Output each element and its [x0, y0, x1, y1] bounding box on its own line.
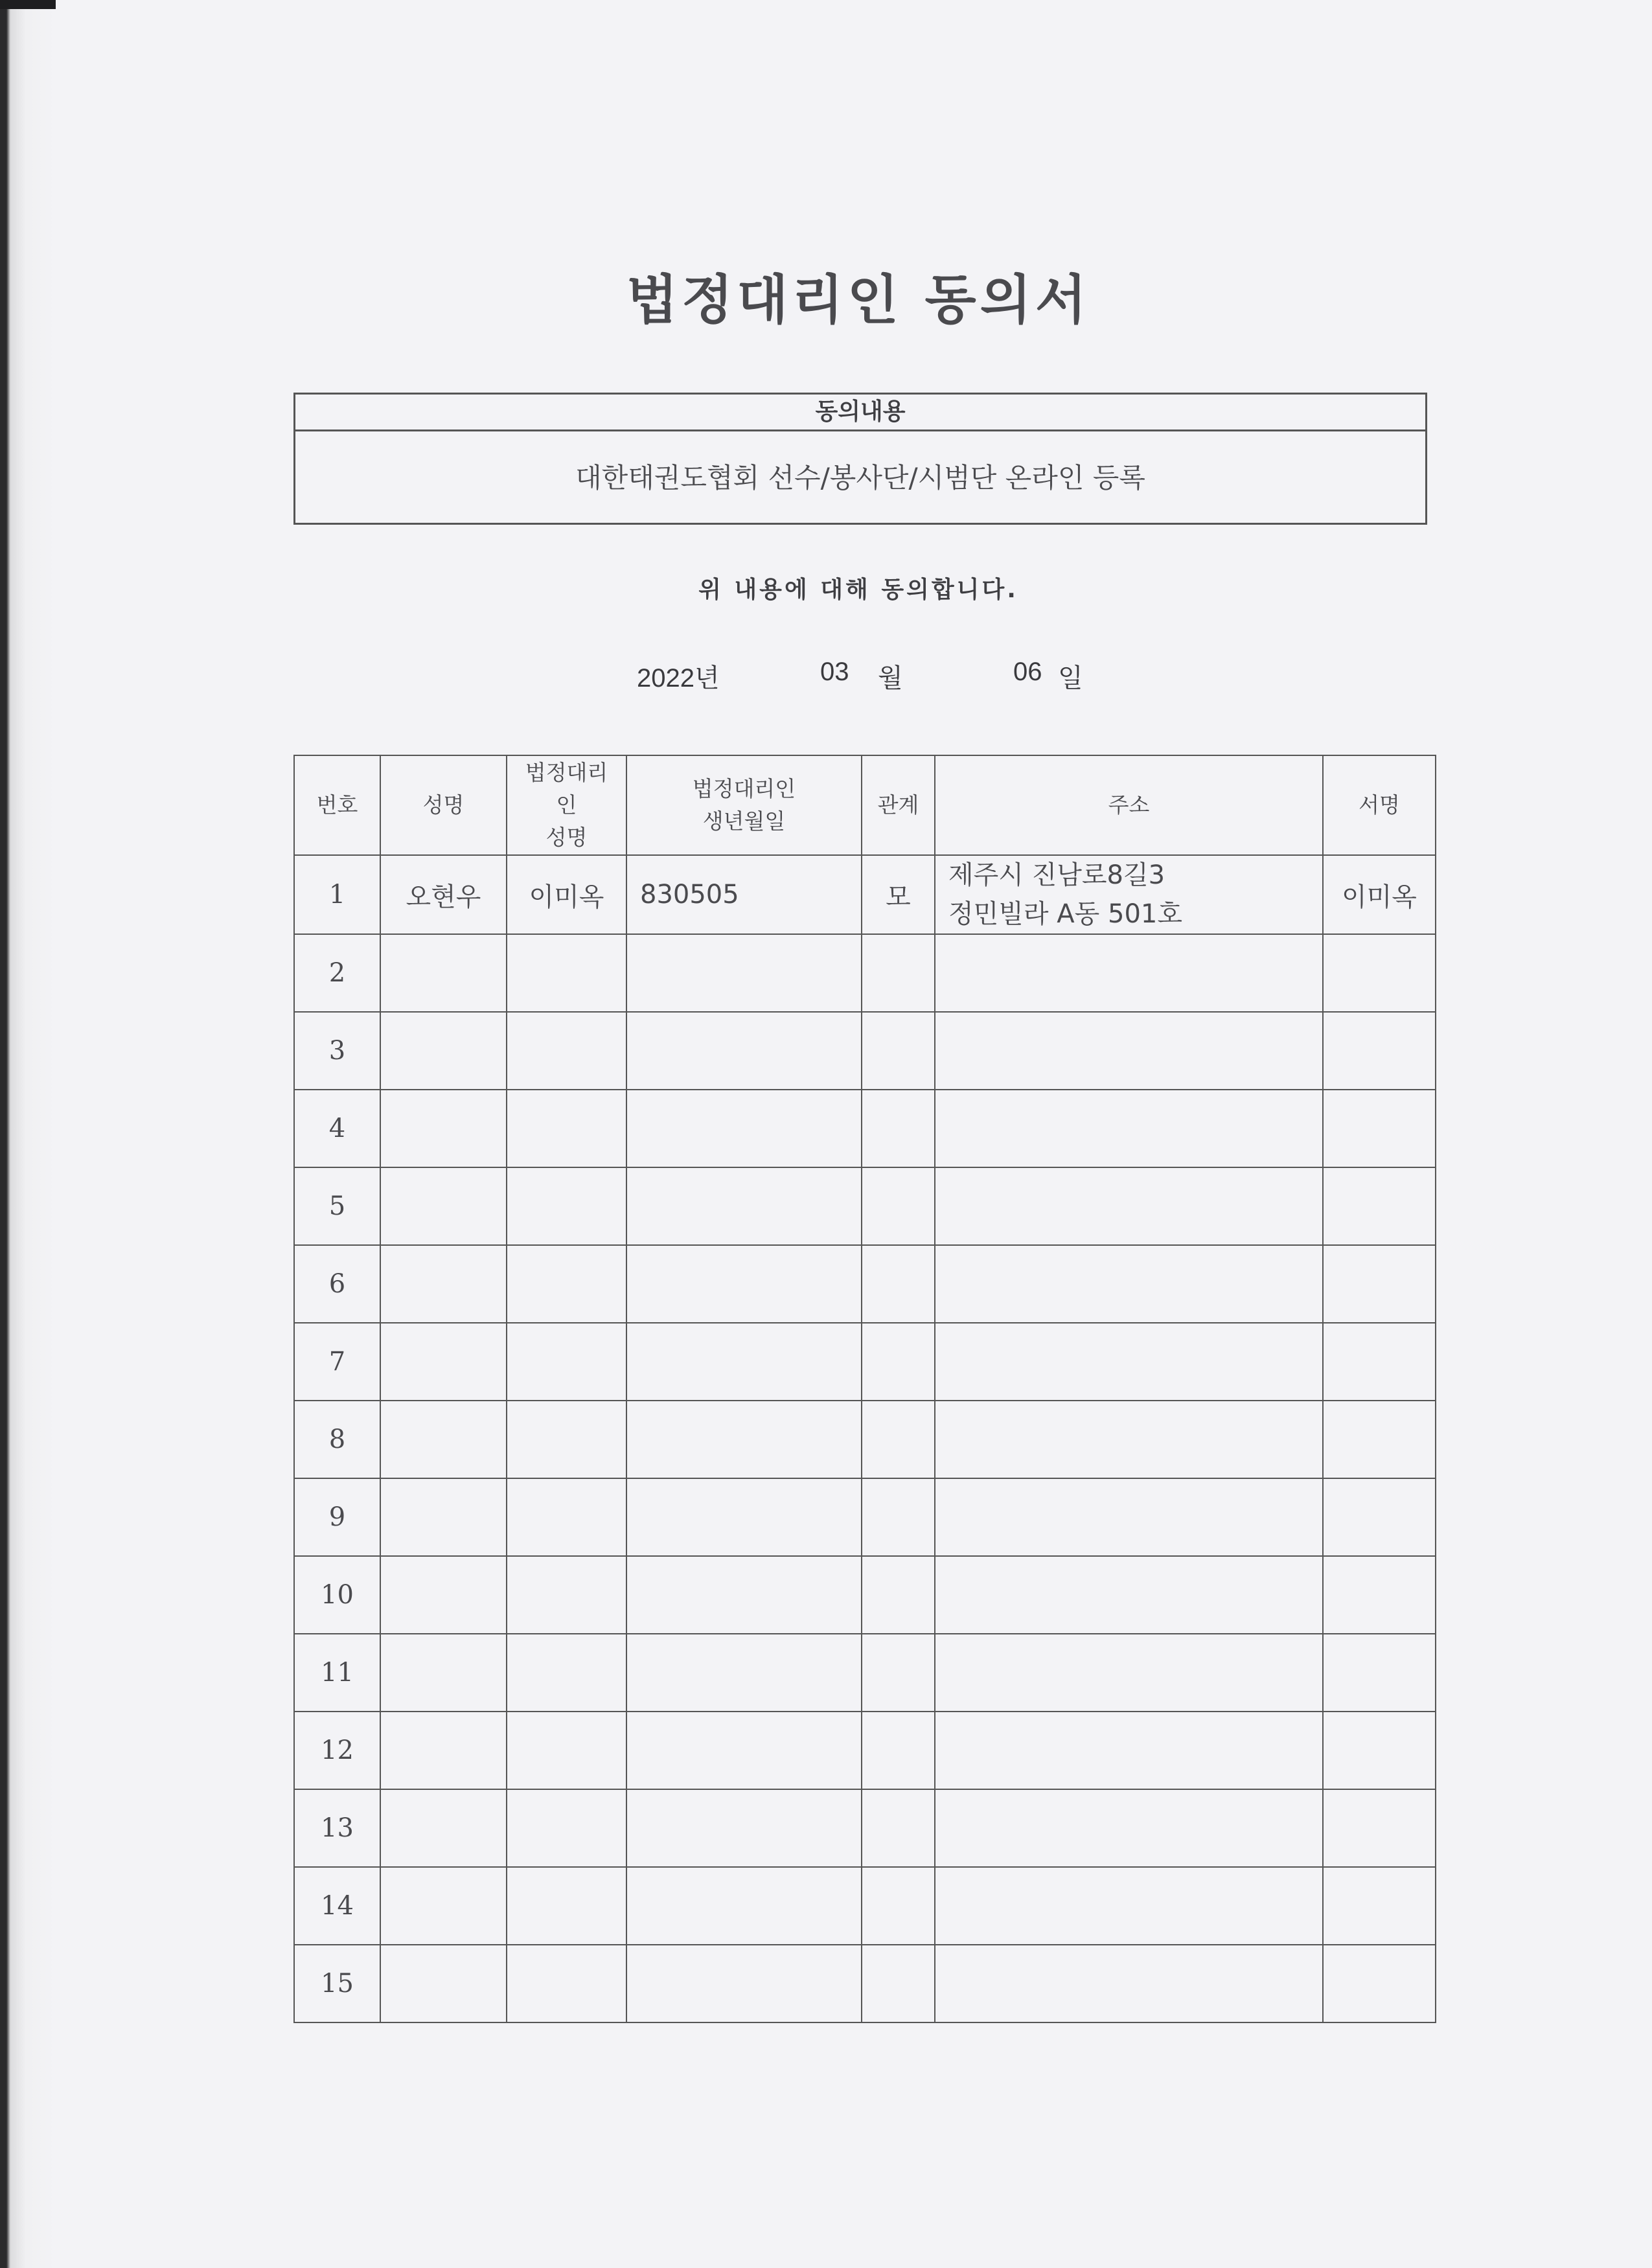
header-number: 번호	[294, 755, 380, 855]
cell-relation	[862, 1090, 935, 1167]
cell-guardian-birth	[626, 1712, 862, 1789]
cell-guardian-name	[507, 1478, 626, 1556]
agreement-statement: 위 내용에 대해 동의합니다.	[698, 577, 1018, 603]
table-row	[294, 855, 1436, 934]
cell-signature	[1323, 1789, 1436, 1867]
table-row	[294, 1323, 1436, 1401]
header-guardian-name-line1: 법정대리	[525, 760, 608, 785]
date-year: 2022년	[637, 664, 720, 693]
cell-number: 2	[294, 934, 380, 1012]
cell-guardian-birth	[626, 1478, 862, 1556]
cell-guardian-name	[507, 934, 626, 1012]
date-day: 06	[1013, 658, 1042, 686]
cell-number: 10	[294, 1556, 380, 1634]
cell-number: 13	[294, 1789, 380, 1867]
cell-address	[935, 1945, 1323, 2022]
cell-guardian-name	[507, 1556, 626, 1634]
cell-address	[935, 934, 1323, 1012]
table-row	[294, 1556, 1436, 1634]
scan-edge-corner	[0, 0, 56, 9]
table-row	[294, 1945, 1436, 2022]
cell-relation	[862, 1245, 935, 1323]
table-row	[294, 1245, 1436, 1323]
cell-name	[380, 1401, 507, 1478]
table-row	[294, 1867, 1436, 1945]
cell-guardian-name	[507, 1634, 626, 1712]
cell-address	[935, 1323, 1323, 1401]
cell-address	[935, 1090, 1323, 1167]
table-row	[294, 1012, 1436, 1090]
cell-guardian-birth	[626, 1090, 862, 1167]
cell-address	[935, 1867, 1323, 1945]
cell-signature	[1323, 1556, 1436, 1634]
cell-guardian-name	[507, 1401, 626, 1478]
table-row	[294, 1712, 1436, 1789]
cell-signature	[1323, 1245, 1436, 1323]
cell-address	[935, 1478, 1323, 1556]
cell-guardian-birth	[626, 1556, 862, 1634]
cell-name	[380, 1556, 507, 1634]
header-guardian-birth	[626, 755, 862, 855]
cell-relation	[862, 1167, 935, 1245]
cell-number: 4	[294, 1090, 380, 1167]
cell-number: 7	[294, 1323, 380, 1401]
cell-relation	[862, 1712, 935, 1789]
cell-relation	[862, 934, 935, 1012]
cell-guardian-birth	[626, 1323, 862, 1401]
cell-name	[380, 1323, 507, 1401]
table-row	[294, 1789, 1436, 1867]
table-row	[294, 1478, 1436, 1556]
cell-guardian-name	[507, 1712, 626, 1789]
cell-relation	[862, 1556, 935, 1634]
table-row	[294, 1090, 1436, 1167]
cell-guardian-birth	[626, 1401, 862, 1478]
cell-relation	[862, 1401, 935, 1478]
cell-address	[935, 1789, 1323, 1867]
cell-guardian-birth	[626, 1167, 862, 1245]
page-title: 법정대리인 동의서	[626, 269, 1091, 331]
cell-relation	[862, 1867, 935, 1945]
cell-address	[935, 1401, 1323, 1478]
consent-heading: 동의내용	[295, 395, 1425, 431]
cell-signature	[1323, 1867, 1436, 1945]
cell-relation	[862, 1634, 935, 1712]
cell-number: 14	[294, 1867, 380, 1945]
cell-relation	[862, 1945, 935, 2022]
cell-relation	[862, 1012, 935, 1090]
table-row	[294, 1634, 1436, 1712]
cell-name	[380, 934, 507, 1012]
cell-signature	[1323, 1323, 1436, 1401]
cell-signature	[1323, 1945, 1436, 2022]
cell-address	[935, 1012, 1323, 1090]
cell-name	[380, 1867, 507, 1945]
cell-guardian-birth	[626, 1945, 862, 2022]
cell-relation	[862, 1478, 935, 1556]
cell-guardian-birth	[626, 1867, 862, 1945]
cell-signature: 이미옥	[1323, 855, 1436, 934]
consent-text: 대한태권도협회 선수/봉사단/시범단 온라인 등록	[575, 462, 1145, 494]
date-day-unit: 일	[1058, 664, 1083, 693]
cell-guardian-birth: 830505	[626, 855, 862, 934]
cell-number: 5	[294, 1167, 380, 1245]
cell-guardian-name	[507, 1090, 626, 1167]
cell-number: 8	[294, 1401, 380, 1478]
guardian-table	[293, 755, 1436, 2023]
header-relation: 관계	[862, 755, 935, 855]
cell-name	[380, 1478, 507, 1556]
date-month-unit: 월	[878, 664, 903, 693]
cell-name	[380, 1634, 507, 1712]
address-line-1: 제주시 진남로8길3	[948, 860, 1165, 890]
cell-address	[935, 1245, 1323, 1323]
cell-number: 3	[294, 1012, 380, 1090]
header-address: 주소	[935, 755, 1323, 855]
header-guardian-name	[507, 755, 626, 855]
cell-name: 오현우	[380, 855, 507, 934]
cell-guardian-birth	[626, 1789, 862, 1867]
cell-guardian-name	[507, 1945, 626, 2022]
cell-signature	[1323, 934, 1436, 1012]
cell-number: 11	[294, 1634, 380, 1712]
consent-box	[293, 393, 1427, 525]
cell-signature	[1323, 1401, 1436, 1478]
cell-number: 9	[294, 1478, 380, 1556]
address-line-2: 정민빌라 A동 501호	[948, 899, 1182, 929]
cell-name	[380, 1245, 507, 1323]
cell-relation	[862, 1789, 935, 1867]
table-row	[294, 1167, 1436, 1245]
cell-guardian-birth	[626, 1634, 862, 1712]
cell-name	[380, 1789, 507, 1867]
cell-signature	[1323, 1712, 1436, 1789]
cell-number: 1	[294, 855, 380, 934]
cell-number: 6	[294, 1245, 380, 1323]
cell-guardian-name	[507, 1167, 626, 1245]
header-name: 성명	[380, 755, 507, 855]
cell-signature	[1323, 1090, 1436, 1167]
date-month: 03	[820, 658, 849, 686]
table-row	[294, 934, 1436, 1012]
cell-guardian-birth	[626, 934, 862, 1012]
cell-guardian-name	[507, 1789, 626, 1867]
cell-guardian-name	[507, 1012, 626, 1090]
header-guardian-birth-line1: 법정대리인	[692, 776, 796, 801]
cell-name	[380, 1167, 507, 1245]
cell-address	[935, 855, 1323, 934]
cell-guardian-name	[507, 1867, 626, 1945]
cell-number: 15	[294, 1945, 380, 2022]
cell-signature	[1323, 1167, 1436, 1245]
cell-address	[935, 1712, 1323, 1789]
header-guardian-birth-line2: 생년월일	[702, 808, 786, 834]
cell-address	[935, 1556, 1323, 1634]
cell-address	[935, 1634, 1323, 1712]
cell-number: 12	[294, 1712, 380, 1789]
cell-guardian-name: 이미옥	[507, 855, 626, 934]
header-signature: 서명	[1323, 755, 1436, 855]
cell-address	[935, 1167, 1323, 1245]
table-row	[294, 1401, 1436, 1478]
header-guardian-name-line3: 성명	[545, 825, 588, 850]
table-header-row	[294, 755, 1436, 855]
cell-name	[380, 1712, 507, 1789]
cell-guardian-birth	[626, 1245, 862, 1323]
cell-name	[380, 1090, 507, 1167]
cell-guardian-birth	[626, 1012, 862, 1090]
cell-relation: 모	[862, 855, 935, 934]
cell-signature	[1323, 1634, 1436, 1712]
cell-signature	[1323, 1478, 1436, 1556]
cell-signature	[1323, 1012, 1436, 1090]
scan-edge-shadow	[0, 0, 56, 2268]
cell-relation	[862, 1323, 935, 1401]
cell-name	[380, 1945, 507, 2022]
cell-name	[380, 1012, 507, 1090]
cell-guardian-name	[507, 1323, 626, 1401]
cell-guardian-name	[507, 1245, 626, 1323]
header-guardian-name-line2: 인	[556, 792, 577, 818]
